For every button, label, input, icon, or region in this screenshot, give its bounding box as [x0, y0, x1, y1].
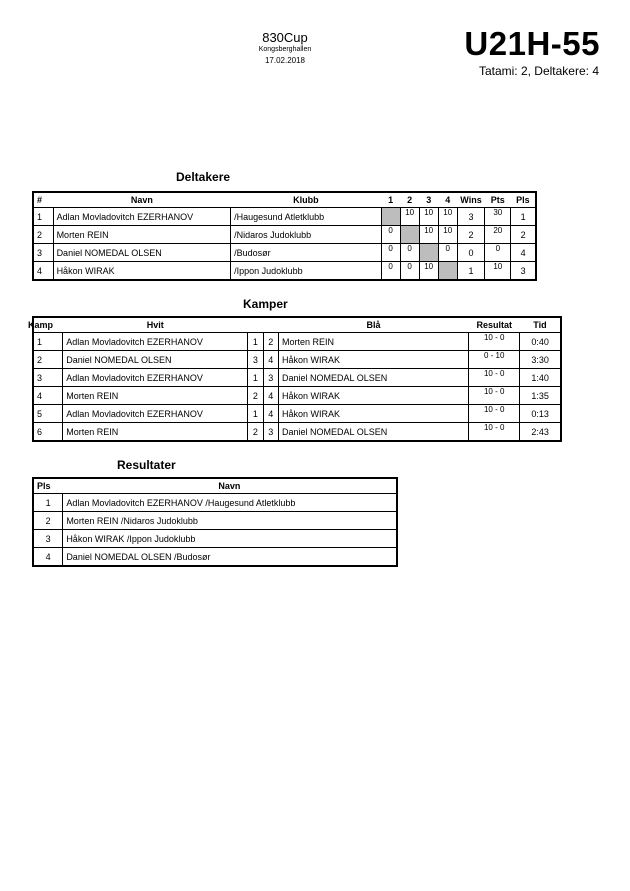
col-resultat: Resultat: [476, 320, 512, 330]
results-title: Resultater: [117, 458, 176, 472]
col-wins: Wins: [460, 195, 482, 205]
table-row: [33, 369, 561, 387]
match-time: 3:30: [520, 351, 561, 369]
score-cell: [400, 226, 419, 244]
white-id: 1: [248, 333, 263, 351]
result-place: 1: [33, 494, 63, 512]
match-result: 0 - 10: [469, 351, 520, 369]
match-result: 10 - 0: [469, 369, 520, 387]
participants-table: [32, 191, 537, 281]
score-cell: 0: [400, 262, 419, 281]
col-3: 3: [426, 195, 432, 205]
matches-title: Kamper: [243, 297, 288, 311]
white-id: 3: [248, 351, 263, 369]
participant-name: Adlan Movladovitch EZERHANOV: [53, 208, 231, 226]
participant-club: /Budosør: [231, 244, 381, 262]
blue-player: Daniel NOMEDAL OLSEN: [279, 369, 469, 387]
white-player: Morten REIN: [63, 387, 248, 405]
wins-cell: 1: [457, 262, 485, 281]
matches-header: [33, 317, 561, 333]
col-navn: Navn: [218, 481, 241, 491]
match-no: 1: [33, 333, 63, 351]
table-row: [33, 494, 397, 512]
table-row: [33, 226, 536, 244]
white-id: 1: [248, 405, 263, 423]
table-row: [33, 548, 397, 567]
participant-no: 4: [33, 262, 53, 281]
col-name: Navn: [130, 195, 153, 205]
wins-cell: 2: [457, 226, 485, 244]
match-result: 10 - 0: [469, 333, 520, 351]
matches-table: [28, 316, 562, 442]
col-2: 2: [407, 195, 413, 205]
table-row: [33, 530, 397, 548]
match-no: 5: [33, 405, 63, 423]
pts-cell: 20: [485, 226, 511, 244]
white-player: Adlan Movladovitch EZERHANOV: [63, 333, 248, 351]
score-cell: 0: [381, 244, 400, 262]
col-1: 1: [388, 195, 394, 205]
score-cell: 0: [400, 244, 419, 262]
col-hvit: Hvit: [146, 320, 164, 330]
blue-id: 4: [263, 351, 278, 369]
score-cell: [438, 262, 457, 281]
table-row: [33, 423, 561, 442]
score-cell: 0: [381, 262, 400, 281]
score-cell: 10: [419, 262, 438, 281]
col-club: Klubb: [293, 195, 319, 205]
match-result: 10 - 0: [469, 423, 520, 442]
col-4: 4: [445, 195, 451, 205]
results-table: [32, 477, 398, 567]
result-place: 2: [33, 512, 63, 530]
blue-id: 3: [263, 369, 278, 387]
match-time: 2:43: [520, 423, 561, 442]
blue-player: Håkon WIRAK: [279, 387, 469, 405]
blue-player: Morten REIN: [279, 333, 469, 351]
event-name: 830Cup: [262, 30, 308, 45]
pts-cell: 30: [485, 208, 511, 226]
white-id: 2: [248, 423, 263, 442]
pls-cell: 4: [511, 244, 536, 262]
table-row: [33, 405, 561, 423]
table-row: [33, 208, 536, 226]
participant-name: Morten REIN: [53, 226, 231, 244]
result-name: Adlan Movladovitch EZERHANOV /Haugesund Atletklubb: [63, 494, 397, 512]
tatami-info: Tatami: 2, Deltakere: 4: [478, 64, 599, 78]
table-row: [33, 512, 397, 530]
pls-cell: 2: [511, 226, 536, 244]
pls-cell: 1: [511, 208, 536, 226]
match-time: 0:13: [520, 405, 561, 423]
col-pts: Pts: [490, 195, 505, 205]
score-cell: 10: [438, 208, 457, 226]
match-time: 0:40: [520, 333, 561, 351]
blue-player: Daniel NOMEDAL OLSEN: [279, 423, 469, 442]
pts-cell: 0: [485, 244, 511, 262]
event-venue: Kongsberghallen: [258, 46, 312, 53]
pts-cell: 10: [485, 262, 511, 281]
score-cell: 10: [419, 226, 438, 244]
match-no: 2: [33, 351, 63, 369]
col-tid: Tid: [533, 320, 547, 330]
score-cell: [381, 208, 400, 226]
score-cell: 10: [438, 226, 457, 244]
score-cell: 0: [438, 244, 457, 262]
result-place: 4: [33, 548, 63, 567]
wins-cell: 0: [457, 244, 485, 262]
result-name: Håkon WIRAK /Ippon Judoklubb: [63, 530, 397, 548]
result-name: Morten REIN /Nidaros Judoklubb: [63, 512, 397, 530]
blue-player: Håkon WIRAK: [279, 351, 469, 369]
table-row: [33, 244, 536, 262]
match-no: 4: [33, 387, 63, 405]
category-title: U21H-55: [464, 25, 600, 62]
event-date: 17.02.2018: [264, 56, 306, 65]
participants-header: [33, 192, 536, 208]
white-player: Morten REIN: [63, 423, 248, 442]
blue-id: 4: [263, 405, 278, 423]
match-result: 10 - 0: [469, 387, 520, 405]
white-id: 2: [248, 387, 263, 405]
blue-id: 3: [263, 423, 278, 442]
table-row: [33, 333, 561, 351]
participant-name: Daniel NOMEDAL OLSEN: [53, 244, 231, 262]
participant-name: Håkon WIRAK: [53, 262, 231, 281]
col-pls: Pls: [516, 195, 530, 205]
participant-club: /Haugesund Atletklubb: [231, 208, 381, 226]
results-header: [33, 478, 397, 494]
col-no: #: [37, 195, 43, 205]
participant-no: 1: [33, 208, 53, 226]
white-id: 1: [248, 369, 263, 387]
participant-no: 2: [33, 226, 53, 244]
white-player: Adlan Movladovitch EZERHANOV: [63, 369, 248, 387]
participant-club: /Ippon Judoklubb: [231, 262, 381, 281]
white-player: Adlan Movladovitch EZERHANOV: [63, 405, 248, 423]
blue-id: 4: [263, 387, 278, 405]
table-row: [33, 262, 536, 281]
match-no: 3: [33, 369, 63, 387]
white-player: Daniel NOMEDAL OLSEN: [63, 351, 248, 369]
result-place: 3: [33, 530, 63, 548]
col-kamp: Kamp: [28, 320, 54, 330]
score-cell: [419, 244, 438, 262]
participant-club: /Nidaros Judoklubb: [231, 226, 381, 244]
match-time: 1:35: [520, 387, 561, 405]
table-row: [33, 387, 561, 405]
blue-player: Håkon WIRAK: [279, 405, 469, 423]
pls-cell: 3: [511, 262, 536, 281]
table-row: [33, 351, 561, 369]
match-no: 6: [33, 423, 63, 442]
match-time: 1:40: [520, 369, 561, 387]
col-bla: Blå: [366, 320, 381, 330]
participants-title: Deltakere: [176, 170, 231, 184]
match-result: 10 - 0: [469, 405, 520, 423]
result-name: Daniel NOMEDAL OLSEN /Budosør: [63, 548, 397, 567]
score-cell: 10: [400, 208, 419, 226]
wins-cell: 3: [457, 208, 485, 226]
col-pls: Pls: [37, 481, 51, 491]
score-cell: 0: [381, 226, 400, 244]
participant-no: 3: [33, 244, 53, 262]
blue-id: 2: [263, 333, 278, 351]
score-cell: 10: [419, 208, 438, 226]
